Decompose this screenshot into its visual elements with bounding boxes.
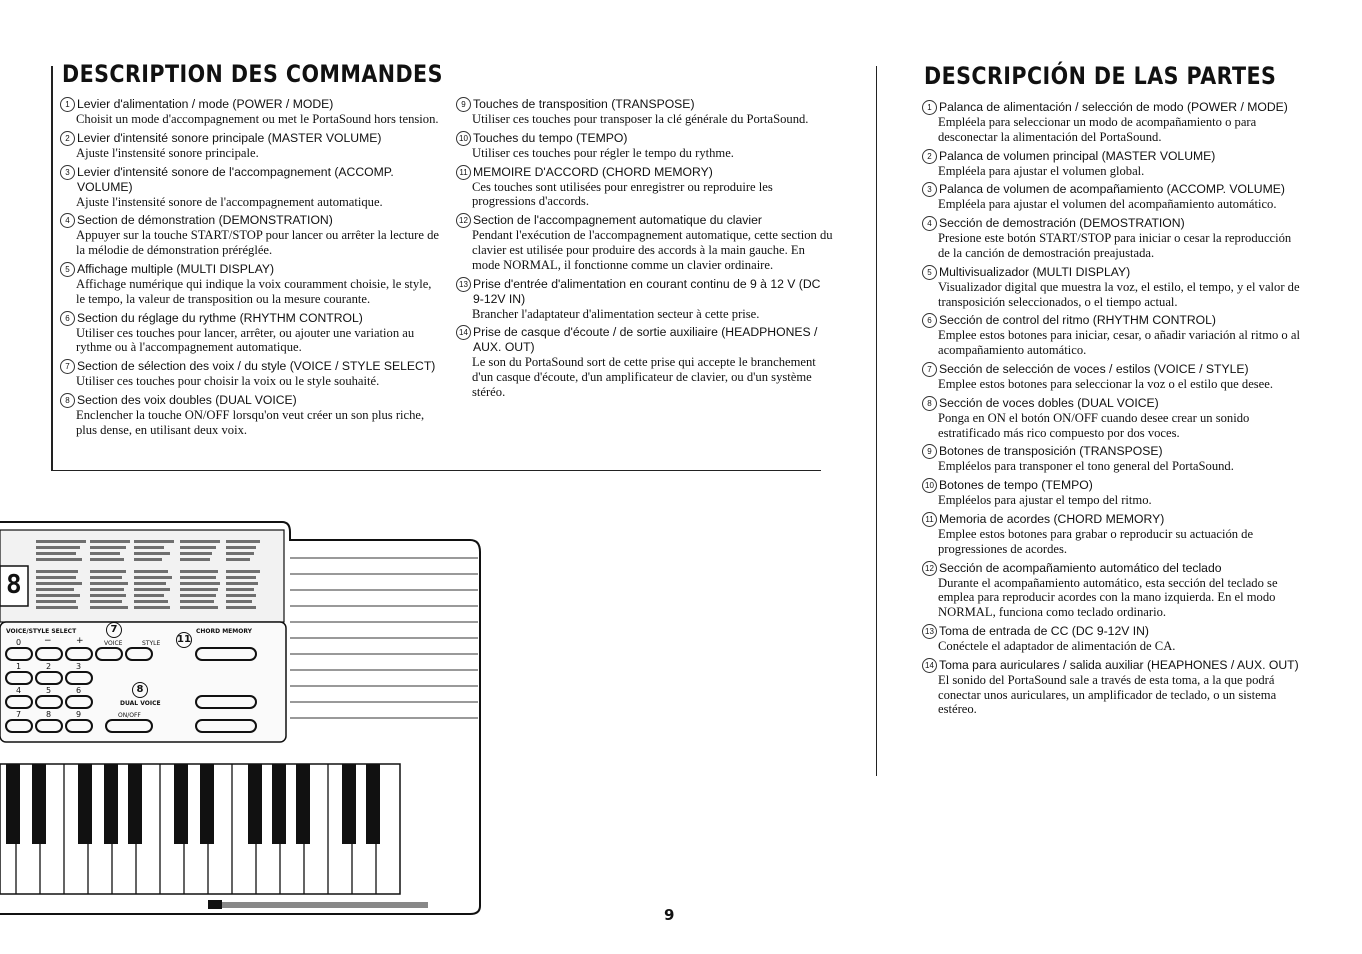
zero-label: 0 — [16, 638, 22, 647]
item-description: Empléela para ajustar el volumen global. — [938, 163, 1145, 178]
digit-1-label: 1 — [16, 662, 22, 671]
spanish-item-8 — [922, 396, 1302, 441]
item-description: Ajuste l'instensité sonore principale. — [76, 145, 259, 160]
item-description: Conéctele el adaptador de alimentación de CA. — [938, 638, 1176, 653]
item-title: Palanca de volumen principal (MASTER VOLUME) — [939, 148, 1216, 163]
spanish-item-4 — [922, 216, 1302, 261]
item-title: Toma para auriculares / salida auxiliar (HEAPHONES / AUX. OUT) — [939, 657, 1299, 672]
item-title: Multivisualizador (MULTI DISPLAY) — [939, 264, 1131, 279]
item-title: Sección de control del ritmo (RHYTHM CONTROL) — [939, 313, 1216, 328]
item-title: Section de l'accompagnement automatique du clavier — [473, 213, 762, 228]
french-item-2 — [60, 131, 440, 161]
number-circle: 10 — [456, 131, 471, 146]
chord-memory-label: CHORD MEMORY — [196, 628, 252, 635]
item-description: Empléelos para ajustar el tempo del ritmo. — [938, 493, 1152, 508]
item-description: Ajuste l'instensité sonore de l'accompagnement automatique. — [76, 194, 383, 209]
item-description: Utiliser ces touches pour transposer la clé générale du PortaSound. — [472, 112, 809, 126]
spanish-item-14 — [922, 658, 1302, 717]
plus-label: + — [76, 636, 84, 646]
item-description: El sonido del PortaSound sale a través de esta toma, a la que podrá conectar unos auriculares, un amplificador de teclado, o un sistema estéreo. — [938, 672, 1277, 717]
item-title: Touches du tempo (TEMPO) — [473, 130, 628, 145]
number-circle: 4 — [922, 216, 937, 231]
french-item-6 — [60, 311, 440, 356]
item-description: Emplee estos botones para iniciar, cesar, o añadir variación al ritmo o al acompañamiento automático. — [938, 328, 1300, 358]
item-title: Levier d'intensité sonore de l'accompagnement (ACCOMP. VOLUME) — [77, 164, 394, 194]
french-item-8 — [60, 393, 440, 438]
item-description: Emplee estos botones para seleccionar la voz o el estilo que desee. — [938, 376, 1274, 391]
number-circle: 5 — [60, 262, 75, 277]
number-circle: 3 — [922, 182, 937, 197]
french-item-12 — [456, 213, 834, 272]
number-circle: 7 — [60, 359, 75, 374]
number-circle: 10 — [922, 478, 937, 493]
number-circle: 6 — [60, 311, 75, 326]
french-bottom-rule — [51, 470, 821, 471]
item-description: Choisit un mode d'accompagnement ou met le PortaSound hors tension. — [76, 112, 439, 126]
number-circle: 2 — [60, 131, 75, 146]
spanish-item-13 — [922, 624, 1302, 654]
item-title: Prise d'entrée d'alimentation en courant continu de 9 à 12 V (DC 9-12V IN) — [473, 276, 821, 306]
voice-label: VOICE — [104, 640, 123, 647]
number-circle: 9 — [456, 97, 471, 112]
french-left-rule — [51, 66, 53, 470]
item-description: Utiliser ces touches pour lancer, arrêter, ou ajouter une variation au rythme ou à l'accompagnement automatique. — [76, 325, 415, 355]
item-description: Affichage numérique qui indique la voix couramment choisie, le style, le tempo, la valeur de transposition ou la mesure courante. — [76, 276, 432, 306]
number-circle: 1 — [60, 97, 75, 112]
item-title: Botones de tempo (TEMPO) — [939, 478, 1093, 493]
item-description: Pendant l'exécution de l'accompagnement automatique, cette section du clavier est utilisée pour produire des accords à la main gauche. En mode NORMAL, il fonctionne comme un clavier ordinaire. — [472, 228, 833, 272]
dual-voice-label: DUAL VOICE — [120, 700, 161, 707]
item-description: Utiliser ces touches pour régler le tempo du rythme. — [472, 145, 734, 160]
item-title: Prise de casque d'écoute / de sortie auxiliaire (HEADPHONES / AUX. OUT) — [473, 325, 818, 355]
keyboard-diagram — [0, 518, 482, 918]
item-title: Touches de transposition (TRANSPOSE) — [473, 97, 695, 111]
french-item-14 — [456, 325, 834, 399]
item-description: Emplee estos botones para grabar o reproducir su actuación de progressiones de acordes. — [938, 526, 1254, 556]
french-item-11 — [456, 165, 834, 210]
item-title: Sección de acompañamiento automático del teclado — [939, 560, 1222, 575]
spanish-item-12 — [922, 561, 1302, 620]
callout-7: 7 — [106, 622, 122, 638]
item-description: Appuyer sur la touche START/STOP pour lancer ou arrêter la lecture de la mélodie de démonstration préréglée. — [76, 228, 439, 258]
item-description: Ces touches sont utilisées pour enregistrer ou reproduire les progressions d'accords. — [472, 179, 773, 209]
item-title: Section de démonstration (DEMONSTRATION) — [77, 213, 333, 228]
on-off-label: ON/OFF — [118, 712, 141, 719]
french-item-4 — [60, 213, 440, 258]
item-title: Affichage multiple (MULTI DISPLAY) — [77, 261, 275, 276]
page-number: 9 — [664, 906, 675, 924]
logo-mark — [208, 900, 222, 909]
speaker-grille — [290, 558, 478, 718]
item-title: Section du réglage du rythme (RHYTHM CONTROL) — [77, 310, 363, 325]
item-description: Ponga en ON el botón ON/OFF cuando desee crear un sonido estratificado más rico compuesto por dos voces. — [938, 410, 1250, 440]
item-title: Toma de entrada de CC (DC 9-12V IN) — [939, 623, 1149, 638]
item-description: Empléelos para transponer el tono general del PortaSound. — [938, 459, 1234, 474]
spanish-item-11 — [922, 512, 1302, 557]
spanish-item-7 — [922, 362, 1302, 392]
item-title: Memoria de acordes (CHORD MEMORY) — [939, 511, 1165, 526]
digit-6-label: 6 — [76, 686, 82, 695]
spanish-item-10 — [922, 478, 1302, 508]
style-label: STYLE — [142, 640, 161, 647]
number-circle: 3 — [60, 165, 75, 180]
digit-4-label: 4 — [16, 686, 22, 695]
item-description: Utiliser ces touches pour choisir la voix ou le style souhaité. — [76, 374, 380, 389]
number-circle: 5 — [922, 265, 937, 280]
item-title: Botones de transposición (TRANSPOSE) — [939, 444, 1163, 459]
french-item-10 — [456, 131, 834, 161]
item-description: Empléela para seleccionar un modo de acompañamiento o para desconectar la alimentación del PortaSound. — [938, 115, 1257, 144]
item-description: Empléela para ajustar el volumen del acompañamiento automático. — [938, 197, 1277, 212]
number-circle: 8 — [60, 393, 75, 408]
spanish-column — [922, 100, 1302, 721]
number-circle: 6 — [922, 313, 937, 328]
item-title: Sección de selección de voces / estilos (VOICE / STYLE) — [939, 361, 1249, 376]
item-title: Sección de voces dobles (DUAL VOICE) — [939, 395, 1159, 410]
digit-3-label: 3 — [76, 662, 82, 671]
number-circle: 13 — [922, 624, 937, 639]
spanish-item-1 — [922, 100, 1302, 145]
spanish-item-3 — [922, 182, 1302, 212]
digit-display: 8 — [6, 570, 22, 600]
number-circle: 12 — [456, 213, 471, 228]
french-item-7 — [60, 359, 440, 389]
item-description: Durante el acompañamiento automático, esta sección del teclado se emplea para reproducir acordes con la mano izquierda. En el modo NORMAL, funciona como teclado ordinario. — [938, 575, 1278, 620]
number-circle: 14 — [922, 658, 937, 673]
number-circle: 4 — [60, 213, 75, 228]
spanish-heading: DESCRIPCIÓN DE LAS PARTES — [924, 62, 1277, 90]
french-item-9 — [456, 97, 834, 127]
item-title: Section de sélection des voix / du style (VOICE / STYLE SELECT) — [77, 359, 436, 374]
voice-style-select-label: VOICE/STYLE SELECT — [6, 628, 77, 635]
digit-8-label: 8 — [46, 710, 52, 719]
french-column-1 — [60, 97, 440, 442]
digit-7-label: 7 — [16, 710, 22, 719]
french-item-1 — [60, 97, 440, 127]
callout-8: 8 — [132, 682, 148, 698]
spanish-item-2 — [922, 149, 1302, 179]
french-item-3 — [60, 165, 440, 210]
number-circle: 9 — [922, 444, 937, 459]
item-description: Brancher l'adaptateur d'alimentation secteur à cette prise. — [472, 306, 760, 321]
french-item-13 — [456, 277, 834, 322]
column-divider — [876, 66, 877, 776]
item-description: Le son du PortaSound sort de cette prise qui accepte le branchement d'un casque d'écoute, d'un amplificateur de clavier, ou d'un système stéréo. — [472, 355, 816, 399]
spanish-item-6 — [922, 313, 1302, 358]
french-heading: DESCRIPTION DES COMMANDES — [62, 60, 443, 88]
item-title: Section des voix doubles (DUAL VOICE) — [77, 392, 297, 407]
spanish-item-5 — [922, 265, 1302, 310]
number-circle: 11 — [922, 512, 937, 527]
digit-5-label: 5 — [46, 686, 52, 695]
callout-11: 11 — [176, 632, 192, 648]
french-item-5 — [60, 262, 440, 307]
keyboard-panel-svg — [0, 518, 482, 918]
minus-label: − — [44, 636, 52, 646]
number-circle: 11 — [456, 165, 471, 180]
item-title: Levier d'alimentation / mode (POWER / MODE) — [77, 97, 334, 111]
item-description: Visualizador digital que muestra la voz, el estilo, el tempo, y el valor de transposición seleccionados, o el tiempo actual. — [938, 279, 1300, 309]
item-title: Palanca de alimentación / selección de modo (POWER / MODE) — [939, 100, 1288, 114]
number-circle: 13 — [456, 277, 471, 292]
number-circle: 8 — [922, 396, 937, 411]
item-title: MEMOIRE D'ACCORD (CHORD MEMORY) — [473, 164, 713, 179]
number-circle: 14 — [456, 325, 471, 340]
item-description: Presione este botón START/STOP para iniciar o cesar la reproducción de la canción de demostración preajustada. — [938, 231, 1292, 260]
french-column-2 — [456, 97, 834, 404]
logo-strip — [208, 902, 428, 908]
item-title: Sección de demostración (DEMOSTRATION) — [939, 216, 1185, 231]
item-title: Palanca de volumen de acompañamiento (ACCOMP. VOLUME) — [939, 182, 1285, 197]
item-title: Levier d'intensité sonore principale (MASTER VOLUME) — [77, 130, 382, 145]
digit-2-label: 2 — [46, 662, 52, 671]
spanish-item-9 — [922, 444, 1302, 474]
number-circle: 12 — [922, 561, 937, 576]
item-description: Enclencher la touche ON/OFF lorsqu'on veut créer un son plus riche, plus dense, en utilisant deux voix. — [76, 407, 425, 437]
digit-9-label: 9 — [76, 710, 82, 719]
number-circle: 1 — [922, 100, 937, 115]
number-circle: 2 — [922, 149, 937, 164]
number-circle: 7 — [922, 362, 937, 377]
